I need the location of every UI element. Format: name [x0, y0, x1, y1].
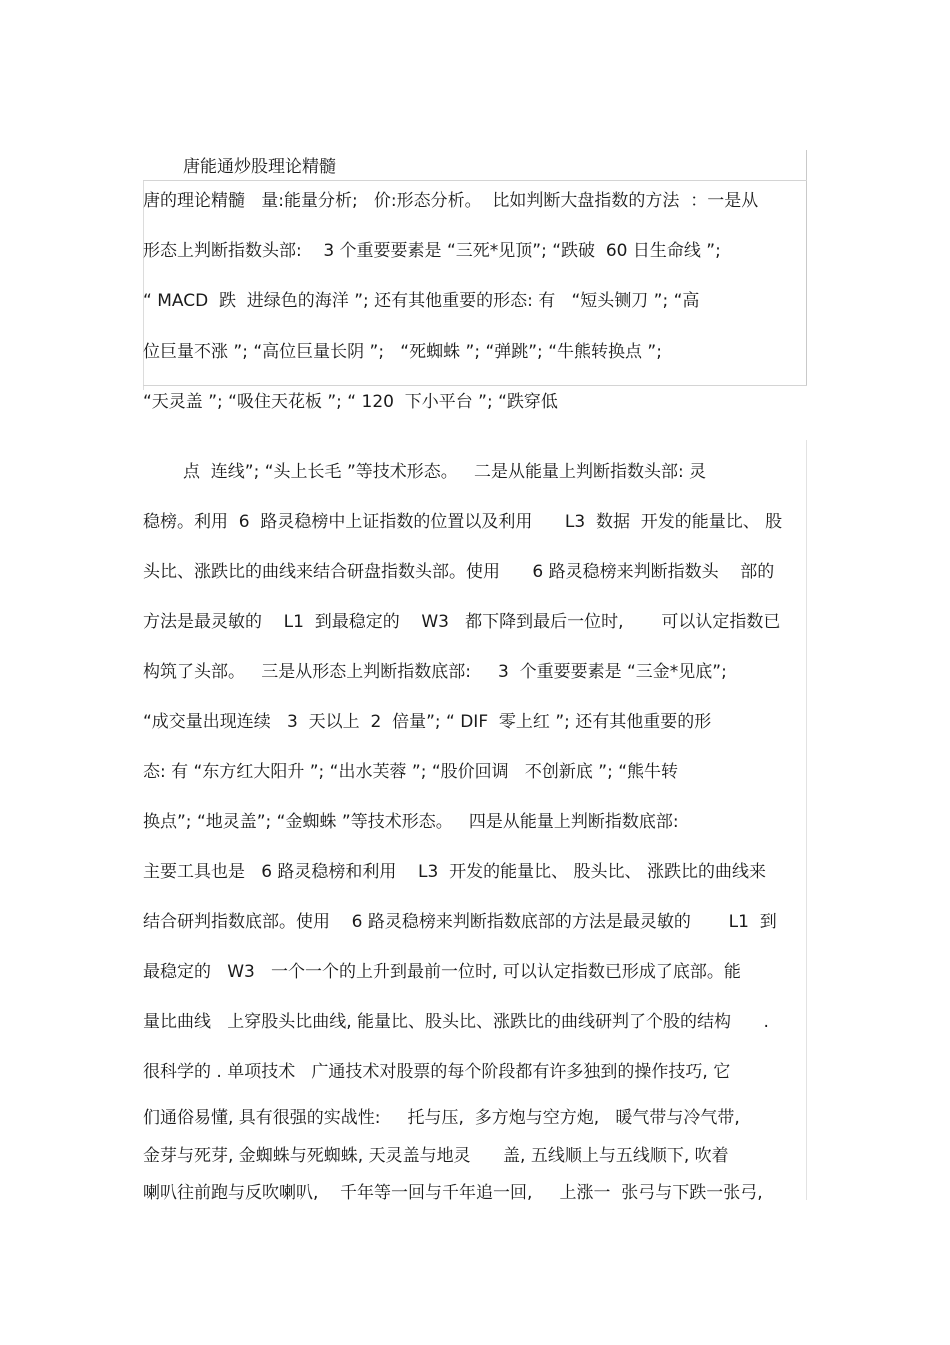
- text-line-13: 换点”; “地灵盖”; “金蜘蛛 ”等技术形态。 四是从能量上判断指数底部:: [143, 812, 679, 832]
- text-line-6: 点 连线”; “头上长毛 ”等技术形态。 二是从能量上判断指数头部: 灵: [183, 462, 707, 482]
- text-line-18: 很科学的 . 单项技术 广通技术对股票的每个阶段都有许多独到的操作技巧, 它: [143, 1062, 731, 1082]
- text-line-9: 方法是最灵敏的 L1 到最稳定的 W3 都下降到最后一位时, 可以认定指数已: [143, 612, 781, 632]
- text-line-10: 构筑了头部。 三是从形态上判断指数底部: 3 个重要要素是 “三金*见底”;: [143, 662, 727, 682]
- text-line-8: 头比、涨跌比的曲线来结合研盘指数头部。使用 6 路灵稳榜来判断指数头 部的: [143, 562, 775, 582]
- text-line-7: 稳榜。利用 6 路灵稳榜中上证指数的位置以及利用 L3 数据 开发的能量比、 股: [143, 512, 783, 532]
- text-line-5: “天灵盖 ”; “吸住天花板 ”; “ 120 下小平台 ”; “跌穿低: [143, 392, 558, 412]
- row-divider-bottom: [143, 385, 807, 386]
- text-line-1: 唐的理论精髓 量:能量分析; 价:形态分析。 比如判断大盘指数的方法 ：一是从: [143, 191, 759, 211]
- text-line-20: 金芽与死芽, 金蜘蛛与死蜘蛛, 天灵盖与地灵 盖, 五线顺上与五线顺下, 吹着: [143, 1146, 729, 1166]
- text-line-12: 态: 有 “东方红大阳升 ”; “出水芙蓉 ”; “股价回调 不创新底 ”; “熊牛转: [143, 762, 679, 782]
- text-line-4: 位巨量不涨 ”; “高位巨量长阴 ”; “死蜘蛛 ”; “弹跳”; “牛熊转换点 ”;: [143, 342, 662, 362]
- text-line-19: 们通俗易懂, 具有很强的实战性: 托与压, 多方炮与空方炮, 暖气带与冷气带,: [143, 1108, 740, 1128]
- text-line-16: 最稳定的 W3 一个一个的上升到最前一位时, 可以认定指数已形成了底部。能: [143, 962, 741, 982]
- row-divider-top: [143, 180, 807, 181]
- text-line-21: 喇叭往前跑与反吹喇叭, 千年等一回与千年追一回, 上涨一 张弓与下跌一张弓,: [143, 1183, 763, 1203]
- text-line-11: “成交量出现连续 3 天以上 2 倍量”; “ DIF 零上红 ”; 还有其他重要的形: [143, 712, 712, 732]
- text-line-14: 主要工具也是 6 路灵稳榜和利用 L3 开发的能量比、 股头比、 涨跌比的曲线来: [143, 862, 766, 882]
- text-line-15: 结合研判指数底部。使用 6 路灵稳榜来判断指数底部的方法是最灵敏的 L1 到: [143, 912, 777, 932]
- text-line-2: 形态上判断指数头部: 3 个重要要素是 “三死*见顶”; “跌破 60 日生命线 ”;: [143, 241, 721, 261]
- text-line-17: 量比曲线 上穿股头比曲线, 能量比、股头比、涨跌比的曲线研判了个股的结构 .: [143, 1012, 769, 1032]
- page-title: 唐能通炒股理论精髓: [183, 157, 336, 177]
- text-line-3: “ MACD 跌 进绿色的海洋 ”; 还有其他重要的形态: 有 “短头铡刀 ”; “高: [143, 291, 700, 311]
